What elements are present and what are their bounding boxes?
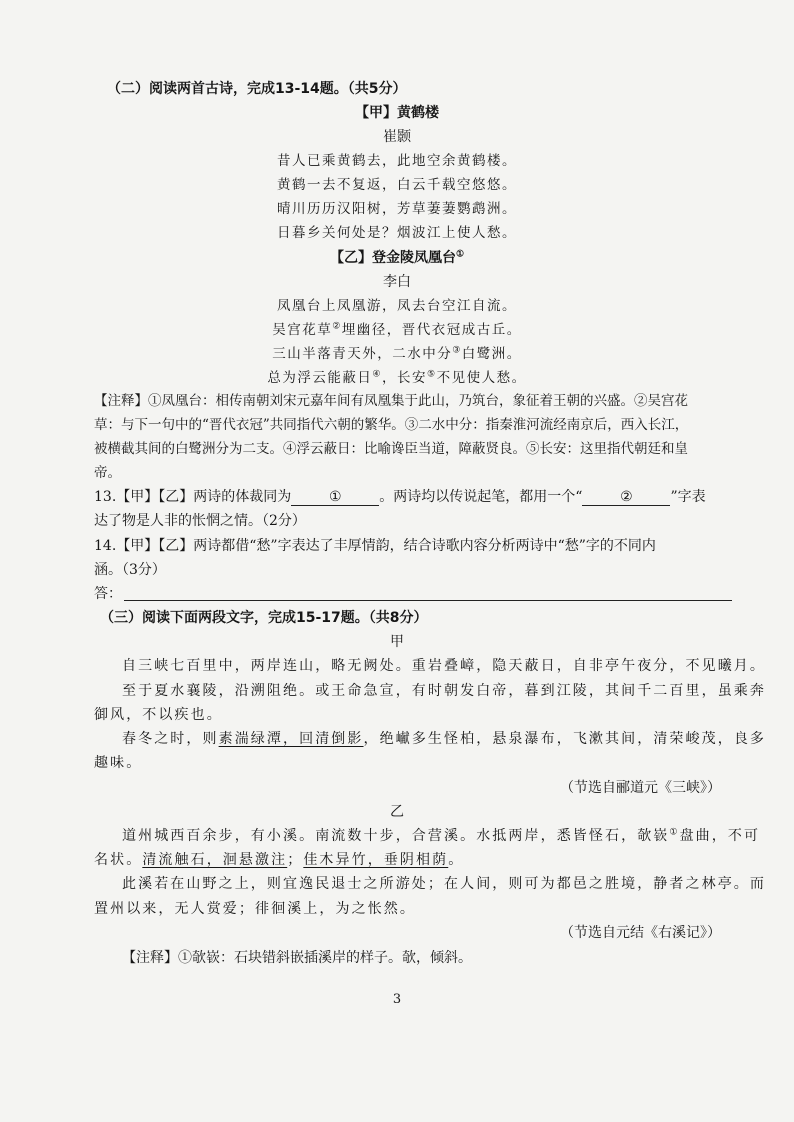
question-14-line-2: 涵。（3分） [94,562,166,578]
question-13: 13.【甲】【乙】两诗的体裁同为 ① 。两诗均以传说起笔，都用一个“ ② ”字表 [94,489,706,505]
passage-b-source: （节选自元结《右溪记》） [560,925,721,941]
footnote-marker: ① [455,249,465,260]
question-14-line-1: 14.【甲】【乙】两诗都借“愁”字表达了丰厚情韵，结合诗歌内容分析两诗中“愁”字的不同内 [94,538,656,554]
section2-notes-line-1: 【注释】①凤凰台：相传南朝刘宋元嘉年间有凤凰集于此山，乃筑台，象征着王朝的兴盛。②吴宫花 [94,393,688,409]
page-number: 3 [392,992,402,1007]
poem2-line-1: 凤凰台上凤凰游，凤去台空江自流。 [277,298,517,314]
passage-b-p1-line-1: 道州城西百余步，有小溪。南流数十步，合营溪。水抵两岸，悉皆怪石，欹嵚①盘曲，不可 [122,827,761,844]
poem2-line-2: 吴宫花草②埋幽径，晋代衣冠成古丘。 [272,321,522,338]
answer-label: 答： [94,586,122,602]
passage-a-label: 甲 [390,634,404,650]
section2-notes-line-2: 草：与下一句中的“晋代衣冠”共同指代六朝的繁华。③二水中分：指秦淮河流经南京后，西入长江， [94,417,689,433]
footnote-marker: ① [669,827,680,838]
answer-blank-1[interactable]: ① [291,489,379,506]
underlined-phrase: 素湍绿潭，回清倒影 [218,731,364,747]
poem1-line-1: 昔人已乘黄鹤去，此地空余黄鹤楼。 [277,153,517,169]
passage-a-p2-line-2: 御风，不以疾也。 [94,707,223,723]
question-13-line-2: 达了物是人非的怅惘之情。（2分） [94,513,306,529]
poem2-title: 【乙】登金陵凤凰台① [329,249,465,266]
footnote-marker: ⑤ [427,369,437,380]
answer-blank-2[interactable]: ② [582,489,670,506]
passage-a-p2-line-1: 至于夏水襄陵，沿溯阻绝。或王命急宣，有时朝发白帝，暮到江陵，其间千二百里，虽乘奔 [122,683,766,699]
passage-a-source: （节选自郦道元《三峡》） [560,780,721,796]
poem2-author: 李白 [383,274,411,290]
answer-line[interactable] [124,600,732,601]
poem1-author: 崔颢 [383,129,411,145]
footnote-marker: ③ [452,345,462,356]
passage-b-p2-line-2: 置州以来，无人赏爱；徘徊溪上，为之怅然。 [94,901,416,917]
section2-heading: （二）阅读两首古诗，完成13-14题。（共5分） [107,81,407,97]
footnote-marker: ④ [372,369,382,380]
passage-a-p3-line-2: 趣味。 [94,755,143,771]
section3-heading: （三）阅读下面两段文字，完成15-17题。（共8分） [100,610,428,626]
poem1-line-3: 晴川历历汉阳树，芳草萋萋鹦鹉洲。 [277,201,517,217]
section2-notes-line-3: 被横截其间的白鹭洲分为二支。④浮云蔽日：比喻谗臣当道，障蔽贤良。⑤长安：这里指代朝廷和皇 [94,441,688,457]
section2-notes-line-4: 帝。 [94,465,121,481]
passage-b-p2-line-1: 此溪若在山野之上，则宜逸民退士之所游处；在人间，则可为都邑之胜境，静者之林亭。而 [122,876,766,892]
poem1-line-2: 黄鹤一去不复返，白云千载空悠悠。 [277,177,517,193]
passage-a-p3-line-1: 春冬之时，则素湍绿潭，回清倒影，绝𪩘多生怪柏，悬泉瀑布，飞漱其间，清荣峻茂，良多 [122,731,767,747]
passage-b-p1-line-2: 名状。清流触石，洄悬激注；佳木异竹，垂阴相荫。 [94,852,465,868]
passage-a-p1: 自三峡七百里中，两岸连山，略无阙处。重岩叠嶂，隐天蔽日，自非亭午夜分，不见曦月。 [122,658,766,674]
poem2-line-4: 总为浮云能蔽日④，长安⑤不见使人愁。 [267,369,527,386]
poem2-line-3: 三山半落青天外，二水中分③白鹭洲。 [272,345,522,362]
footnote-marker: ② [332,321,342,332]
section3-notes: 【注释】①欹嵚：石块错斜嵌插溪岸的样子。欹，倾斜。 [122,950,472,966]
passage-b-label: 乙 [390,804,404,820]
poem1-title: 【甲】黄鹤楼 [355,105,439,121]
underlined-phrase: 佳木异竹，垂阴相荫 [303,852,449,868]
poem1-line-4: 日暮乡关何处是？烟波江上使人愁。 [277,225,517,241]
underlined-phrase: 清流触石，洄悬激注 [142,852,288,868]
